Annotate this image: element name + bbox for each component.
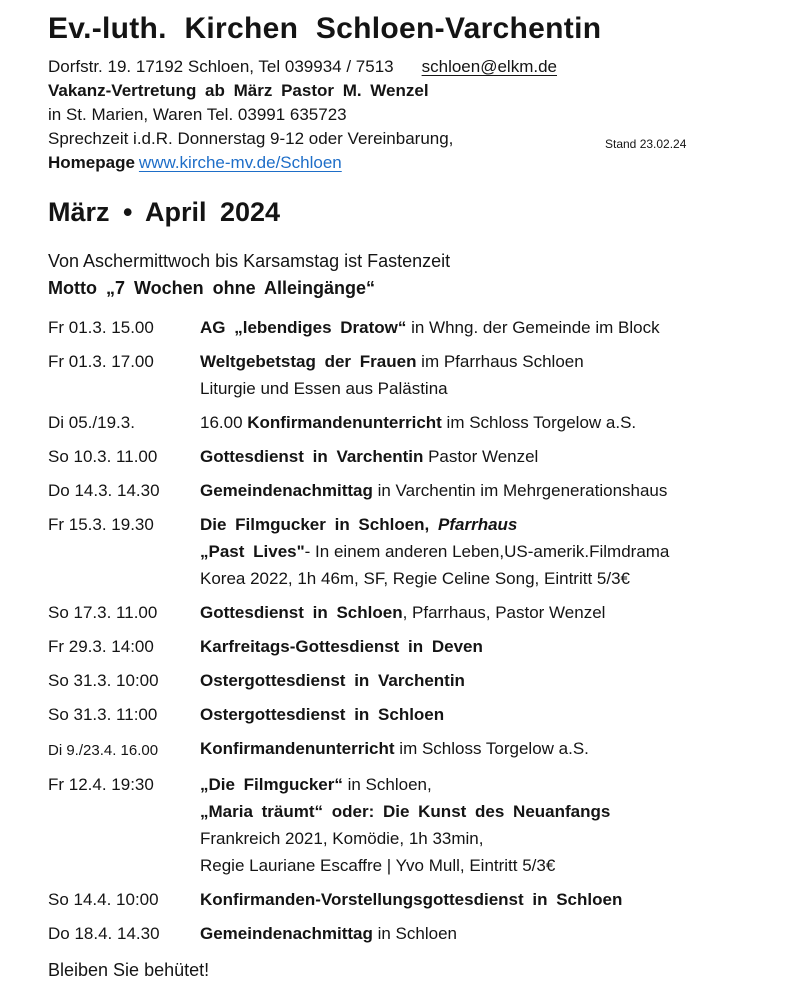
event-description-line xyxy=(200,735,756,762)
event-description-line xyxy=(200,538,756,565)
event-description xyxy=(200,701,756,728)
event-description-line xyxy=(200,409,756,436)
event-date: Do 18.4. 14.30 xyxy=(48,924,160,943)
event-date: Do 14.3. 14.30 xyxy=(48,481,160,500)
event-description-line xyxy=(200,852,756,879)
event-date: So 14.4. 10:00 xyxy=(48,890,159,909)
event-description xyxy=(200,771,756,879)
event-row xyxy=(48,443,756,470)
text-segment: „Die Filmgucker“ xyxy=(200,775,343,794)
event-description-line xyxy=(200,348,756,375)
event-date: So 31.3. 10:00 xyxy=(48,671,159,690)
text-segment: 16.00 xyxy=(200,413,248,432)
text-segment: Pfarrhaus xyxy=(429,515,518,534)
location-line: in St. Marien, Waren Tel. 03991 635723 xyxy=(48,105,347,124)
office-hours-line xyxy=(48,127,756,151)
event-description-line xyxy=(200,667,756,694)
event-row xyxy=(48,920,756,947)
event-row xyxy=(48,348,756,402)
event-description xyxy=(200,599,756,626)
text-segment: Ostergottesdienst in Varchentin xyxy=(200,671,465,690)
event-description-line xyxy=(200,825,756,852)
text-segment: Ostergottesdienst in Schloen xyxy=(200,705,445,724)
text-segment: Gottesdienst in Varchentin xyxy=(200,447,424,466)
event-description-line xyxy=(200,633,756,660)
event-description xyxy=(200,735,756,762)
text-segment: Regie Lauriane Escaffre | Yvo Mull, Eintritt 5/3€ xyxy=(200,856,556,875)
text-segment: Karfreitags-Gottesdienst in Deven xyxy=(200,637,483,656)
event-description-line xyxy=(200,599,756,626)
text-segment: Pastor Wenzel xyxy=(423,447,539,466)
event-description xyxy=(200,667,756,694)
event-description xyxy=(200,443,756,470)
event-row xyxy=(48,633,756,660)
event-description xyxy=(200,886,756,913)
text-segment: Gemeindenachmittag xyxy=(200,481,373,500)
text-segment: Gottesdienst in Schloen xyxy=(200,603,403,622)
text-segment: „Maria träumt“ oder: Die Kunst des Neuanfangs xyxy=(200,802,611,821)
motto-line: Motto „7 Wochen ohne Alleingänge“ xyxy=(48,278,376,298)
text-segment: Konfirmandenunterricht xyxy=(247,413,442,432)
text-segment: AG „lebendiges Dratow“ xyxy=(200,318,407,337)
events-list xyxy=(48,314,756,947)
event-row xyxy=(48,667,756,694)
event-description-line xyxy=(200,375,756,402)
event-description-line xyxy=(200,771,756,798)
event-description xyxy=(200,409,756,436)
event-row xyxy=(48,409,756,436)
text-segment: Weltgebetstag der Frauen xyxy=(200,352,417,371)
event-date: Di 9./23.4. 16.00 xyxy=(48,742,159,759)
event-date: Fr 29.3. 14:00 xyxy=(48,637,154,656)
event-description xyxy=(200,633,756,660)
event-description-line xyxy=(200,920,756,947)
event-description xyxy=(200,920,756,947)
event-description-line xyxy=(200,886,756,913)
address-text: Dorfstr. 19. 17192 Schloen, Tel 039934 / 7513 xyxy=(48,57,394,76)
stand-note: Stand 23.02.24 xyxy=(605,137,687,151)
event-description-line xyxy=(200,701,756,728)
event-date: Fr 01.3. 15.00 xyxy=(48,318,154,337)
email-link[interactable]: schloen@elkm.de xyxy=(421,57,557,76)
event-row xyxy=(48,771,756,879)
event-description-line xyxy=(200,477,756,504)
text-segment: im Schloss Torgelow a.S. xyxy=(441,413,637,432)
event-date: So 17.3. 11.00 xyxy=(48,603,158,622)
text-segment: , Pfarrhaus, Pastor Wenzel xyxy=(402,603,606,622)
text-segment: in Whng. der Gemeinde im Block xyxy=(406,318,660,337)
text-segment: Gemeindenachmittag xyxy=(200,924,373,943)
event-date: Fr 12.4. 19:30 xyxy=(48,775,154,794)
text-segment: Korea 2022, 1h 46m, SF, Regie Celine Song, Eintritt 5/3€ xyxy=(200,569,630,588)
event-date: So 10.3. 11.00 xyxy=(48,447,158,466)
text-segment: Die Filmgucker in Schloen, xyxy=(200,515,430,534)
text-segment: im Schloss Torgelow a.S. xyxy=(394,739,589,758)
event-description xyxy=(200,348,756,402)
closing-line: Bleiben Sie behütet! xyxy=(48,960,210,980)
homepage-link[interactable]: www.kirche-mv.de/Schloen xyxy=(138,153,342,172)
event-description xyxy=(200,314,756,341)
text-segment: in Schloen xyxy=(372,924,457,943)
address-line xyxy=(48,55,756,79)
event-row xyxy=(48,477,756,504)
event-description-line xyxy=(200,798,756,825)
text-segment: Liturgie und Essen aus Palästina xyxy=(200,379,448,398)
event-description xyxy=(200,477,756,504)
vakanz-line: Vakanz-Vertretung ab März Pastor M. Wenzel xyxy=(48,81,429,100)
event-row xyxy=(48,511,756,592)
event-row xyxy=(48,599,756,626)
event-description-line xyxy=(200,511,756,538)
section-title: März • April 2024 xyxy=(48,197,281,227)
event-description-line xyxy=(200,565,756,592)
page-title: Ev.-luth. Kirchen Schloen-Varchentin xyxy=(48,12,602,45)
text-segment: „Past Lives" xyxy=(200,542,305,561)
homepage-label: Homepage xyxy=(48,153,135,172)
event-date: Fr 15.3. 19.30 xyxy=(48,515,154,534)
text-segment: in Varchentin im Mehrgenerationshaus xyxy=(372,481,668,500)
text-segment: Konfirmandenunterricht xyxy=(200,739,395,758)
text-segment: im Pfarrhaus Schloen xyxy=(416,352,584,371)
event-description-line xyxy=(200,443,756,470)
event-date: Di 05./19.3. xyxy=(48,413,135,432)
event-description xyxy=(200,511,756,592)
office-hours-text: Sprechzeit i.d.R. Donnerstag 9-12 oder Vereinbarung, xyxy=(48,129,454,148)
text-segment: in Schloen, xyxy=(342,775,432,794)
text-segment: Frankreich 2021, Komödie, 1h 33min, xyxy=(200,829,484,848)
event-row xyxy=(48,314,756,341)
event-description-line xyxy=(200,314,756,341)
text-segment: - In einem anderen Leben,US-amerik.Filmdrama xyxy=(304,542,670,561)
event-row xyxy=(48,886,756,913)
event-date: Fr 01.3. 17.00 xyxy=(48,352,154,371)
fastenzeit-line: Von Aschermittwoch bis Karsamstag ist Fastenzeit xyxy=(48,251,451,271)
event-date: So 31.3. 11:00 xyxy=(48,705,158,724)
intro-block xyxy=(48,248,756,302)
event-row xyxy=(48,701,756,728)
text-segment: Konfirmanden-Vorstellungsgottesdienst in Schloen xyxy=(200,890,623,909)
event-row xyxy=(48,735,756,764)
